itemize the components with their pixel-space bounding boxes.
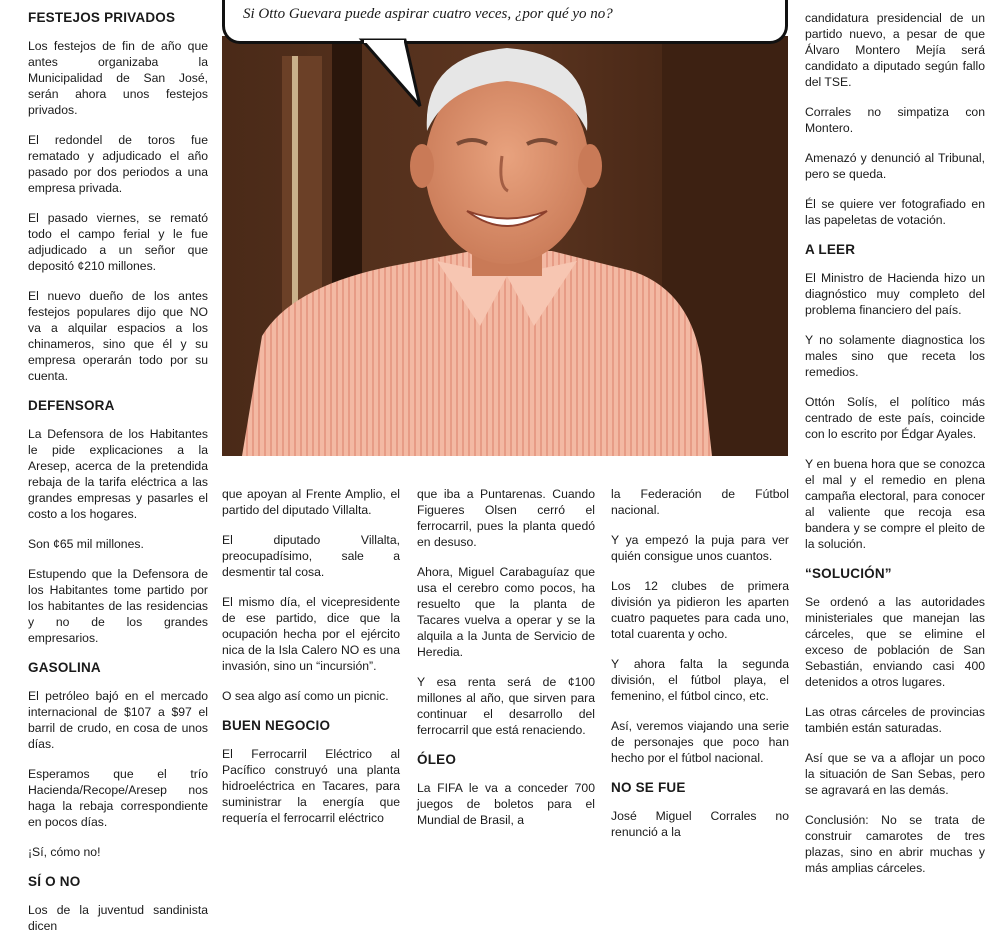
paragraph: El mismo día, el vicepresidente de ese partido, dice que la ocupación hecha por el ejército nica de la Isla Calero NO es una invasión, sino un “incursión”. <box>222 595 400 673</box>
paragraph: O sea algo así como un picnic. <box>222 689 389 703</box>
paragraph: Los festejos de fin de año que antes organizaba la Municipalidad de San José, serán ahora unos festejos privados. <box>28 39 208 117</box>
paragraph: El nuevo dueño de los antes festejos populares dijo que NO va a alquilar espacios a los chinameros, sino que él y su empresa operarán todo por su cuenta. <box>28 289 208 383</box>
paragraph: Esperamos que el trío Hacienda/Recope/Aresep nos haga la rebaja correspondiente en pocos días. <box>28 767 208 829</box>
paragraph: Él se quiere ver fotografiado en las papeletas de votación. <box>805 197 985 227</box>
speech-bubble <box>222 0 788 44</box>
paragraph: Los de la juventud sandinista dicen <box>28 903 208 933</box>
section-heading: DEFENSORA <box>28 398 115 413</box>
paragraph: El diputado Villalta, preocupadísimo, sale a desmentir tal cosa. <box>222 533 400 579</box>
column-2 <box>222 486 400 825</box>
paragraph: El pasado viernes, se remató todo el campo ferial y le fue adjudicado a un señor que depositó ¢210 millones. <box>28 211 208 273</box>
section-heading: NO SE FUE <box>611 780 686 795</box>
paragraph: El petróleo bajó en el mercado internacional de $107 a $97 el barril de crudo, en cosa de unos días. <box>28 689 208 751</box>
paragraph: ¡Sí, cómo no! <box>28 845 101 859</box>
section-heading: SÍ O NO <box>28 874 81 889</box>
paragraph: Los 12 clubes de primera división ya pidieron les aparten cuatro paquetes para cada uno, total cuarenta y ocho. <box>611 579 789 641</box>
section-heading: GASOLINA <box>28 660 101 675</box>
paragraph: La FIFA le va a conceder 700 juegos de boletos para el Mundial de Brasil, a <box>417 781 595 827</box>
paragraph: Amenazó y denunció al Tribunal, pero se queda. <box>805 151 985 181</box>
paragraph: Se ordenó a las autoridades ministeriales que manejan las cárceles, que se elimine el exceso de población de San Sebastián, enviando casi 400 detenidos a otros lugares. <box>805 595 985 689</box>
paragraph: Ahora, Miguel Carabaguíaz que usa el cerebro como pocos, ha resuelto que la planta de Tacares vuelva a operar y se la alquila a la Junta de Servicio de Heredia. <box>417 565 595 659</box>
paragraph: Son ¢65 mil millones. <box>28 537 144 551</box>
section-heading: BUEN NEGOCIO <box>222 718 331 733</box>
paragraph: Las otras cárceles de provincias también están saturadas. <box>805 705 985 735</box>
portrait-illustration <box>222 36 788 456</box>
column-5 <box>805 10 985 875</box>
section-heading: A LEER <box>805 242 856 257</box>
paragraph: Corrales no simpatiza con Montero. <box>805 105 985 135</box>
paragraph: Y esa renta será de ¢100 millones al año, que sirven para continuar el desarrollo del ferrocarril que está renaciendo. <box>417 675 595 737</box>
column-1 <box>28 10 208 933</box>
paragraph: candidatura presidencial de un partido nuevo, a pesar de que Álvaro Montero Mejía será candidato a diputado según fallo del TSE. <box>805 11 985 89</box>
paragraph: Así, veremos viajando una serie de personajes que poco han hecho por el fútbol nacional. <box>611 719 789 765</box>
paragraph: Así que se va a aflojar un poco la situación de San Sebas, pero se agravará en las demás. <box>805 751 985 797</box>
paragraph: Y no solamente diagnostica los males sino que receta los remedios. <box>805 333 985 379</box>
paragraph: la Federación de Fútbol nacional. <box>611 487 789 517</box>
section-heading: FESTEJOS PRIVADOS <box>28 10 176 25</box>
paragraph: El redondel de toros fue rematado y adjudicado el año pasado por dos periodos a una empresa privada. <box>28 133 208 195</box>
column-3 <box>417 486 595 827</box>
paragraph: que iba a Puntarenas. Cuando Figueres Olsen cerró el ferrocarril, pues la planta quedó en desuso. <box>417 487 595 549</box>
portrait-photo <box>222 36 788 456</box>
paragraph: La Defensora de los Habitantes le pide explicaciones a la Aresep, acerca de la pretendida rebaja de la tarifa eléctrica a las grandes empresas y pasarles el costo a los hogares. <box>28 427 208 521</box>
paragraph: Conclusión: No se trata de construir camarotes de tres plazas, sino en abrir muchas y más amplias cárceles. <box>805 813 985 875</box>
paragraph: Y en buena hora que se conozca el mal y el remedio en plena campaña electoral, para conocer al valiente que recoja esa bandera y se compre el pleito de la solución. <box>805 457 985 551</box>
paragraph: Ottón Solís, el político más centrado de este país, coincide con lo escrito por Édgar Ayales. <box>805 395 985 441</box>
section-heading: ÓLEO <box>417 752 457 767</box>
section-heading: “SOLUCIÓN” <box>805 566 892 581</box>
speech-bubble-quote: Si Otto Guevara puede aspirar cuatro veces, ¿por qué yo no? <box>243 6 613 22</box>
paragraph: Estupendo que la Defensora de los Habitantes tome partido por los habitantes de las residencias y no de los grandes empresarios. <box>28 567 208 645</box>
paragraph: Y ya empezó la puja para ver quién consigue unos cuantos. <box>611 533 789 563</box>
speech-bubble-tail <box>360 40 440 110</box>
paragraph: que apoyan al Frente Amplio, el partido del diputado Villalta. <box>222 487 400 517</box>
column-4 <box>611 486 789 839</box>
paragraph: Y ahora falta la segunda división, el fútbol playa, el femenino, el fútbol cinco, etc. <box>611 657 789 703</box>
paragraph: El Ferrocarril Eléctrico al Pacífico construyó una planta hidroeléctrica en Tacares, para suministrar la energía que requería el ferrocarril eléctrico <box>222 747 400 825</box>
paragraph: José Miguel Corrales no renunció a la <box>611 809 789 839</box>
paragraph: El Ministro de Hacienda hizo un diagnóstico muy completo del problema financiero del país. <box>805 271 985 317</box>
